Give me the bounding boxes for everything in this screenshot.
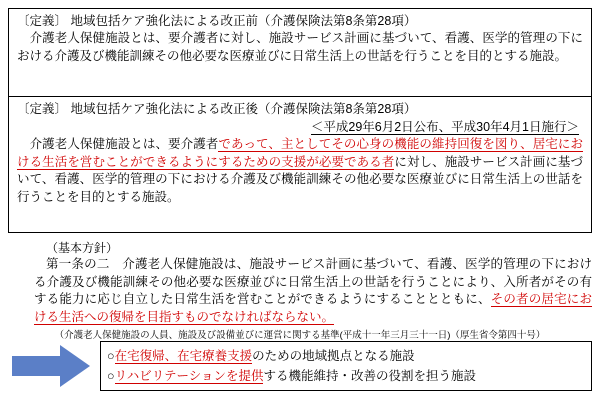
summary-box [100, 341, 592, 391]
enforcement-notice-wrap [17, 118, 583, 136]
definition-before-body: 介護老人保健施設とは、要介護者に対し、施設サービス計画に基づいて、看護、医学的管理の下における介護及び機能訓練その他必要な医療並びに日常生活上の世話を行うことを目的とする施設。 [17, 31, 583, 63]
definition-after-section [9, 97, 591, 233]
definition-after-body-part1: 介護老人保健施設とは、要介護者 [17, 137, 219, 151]
definition-after-body [17, 136, 583, 206]
definition-box [8, 8, 592, 233]
basic-policy-paragraph [8, 256, 592, 326]
summary-line-2-rest: する機能維持・改善の役割を担う施設 [263, 369, 476, 383]
enforcement-notice: ＜平成29年6月2日公布、平成30年4月1日施行＞ [310, 120, 579, 134]
arrow-right-icon [12, 345, 92, 387]
basic-policy-text: 第一条の二 介護老人保健施設は、施設サービス計画に基づいて、看護、医学的管理の下における介護及び機能訓練その他必要な医療並びに日常生活上の世話を行うことにより、入所者がその有する能力に応じ自立した日常生活を営むことができるようにすることとともに、 [34, 257, 592, 306]
basic-policy-subheading: （基本方針） [46, 241, 119, 255]
summary-line-2 [107, 366, 585, 386]
definition-before-section [9, 9, 591, 97]
summary-section [8, 341, 592, 393]
summary-line-1 [107, 346, 585, 366]
bullet-mark-1: ○ [107, 349, 115, 363]
basic-policy-highlight: その者の居宅における生活への復帰を目指すものでなければならない。 [34, 292, 592, 324]
definition-after-body-highlight: であって、主としてその心身の機能の維持回復を図り、居宅における生活を営むことができるようにするための支援が必要である者 [17, 137, 583, 169]
basic-policy-section [8, 240, 592, 342]
definition-after-heading: 〔定義〕 地域包括ケア強化法による改正後（介護保険法第8条第28項） [17, 102, 417, 116]
definition-after-body-part2: に対し、施設サービス計画に基づいて、看護、医学的管理の下における介護及び機能訓練その他必要な医療並びに日常生活上の世話を行うことを目的とする施設。 [17, 154, 583, 204]
summary-line-1-highlight: 在宅復帰、在宅療養支援 [114, 349, 253, 363]
arrow-head [60, 345, 90, 387]
definition-before-heading: 〔定義〕 地域包括ケア強化法による改正前（介護保険法第8条第28項） [17, 14, 417, 28]
summary-line-1-rest: のための地域拠点となる施設 [252, 349, 415, 363]
arrow-shaft [12, 356, 62, 376]
summary-line-2-highlight: リハビリテーションを提供 [114, 369, 264, 383]
bullet-mark-2: ○ [107, 369, 115, 383]
basic-policy-citation: （介護老人保健施設の人員、施設及び設備並びに運営に関する基準(平成十一年三月三十一日)（厚生省令第四十号） [54, 330, 546, 341]
